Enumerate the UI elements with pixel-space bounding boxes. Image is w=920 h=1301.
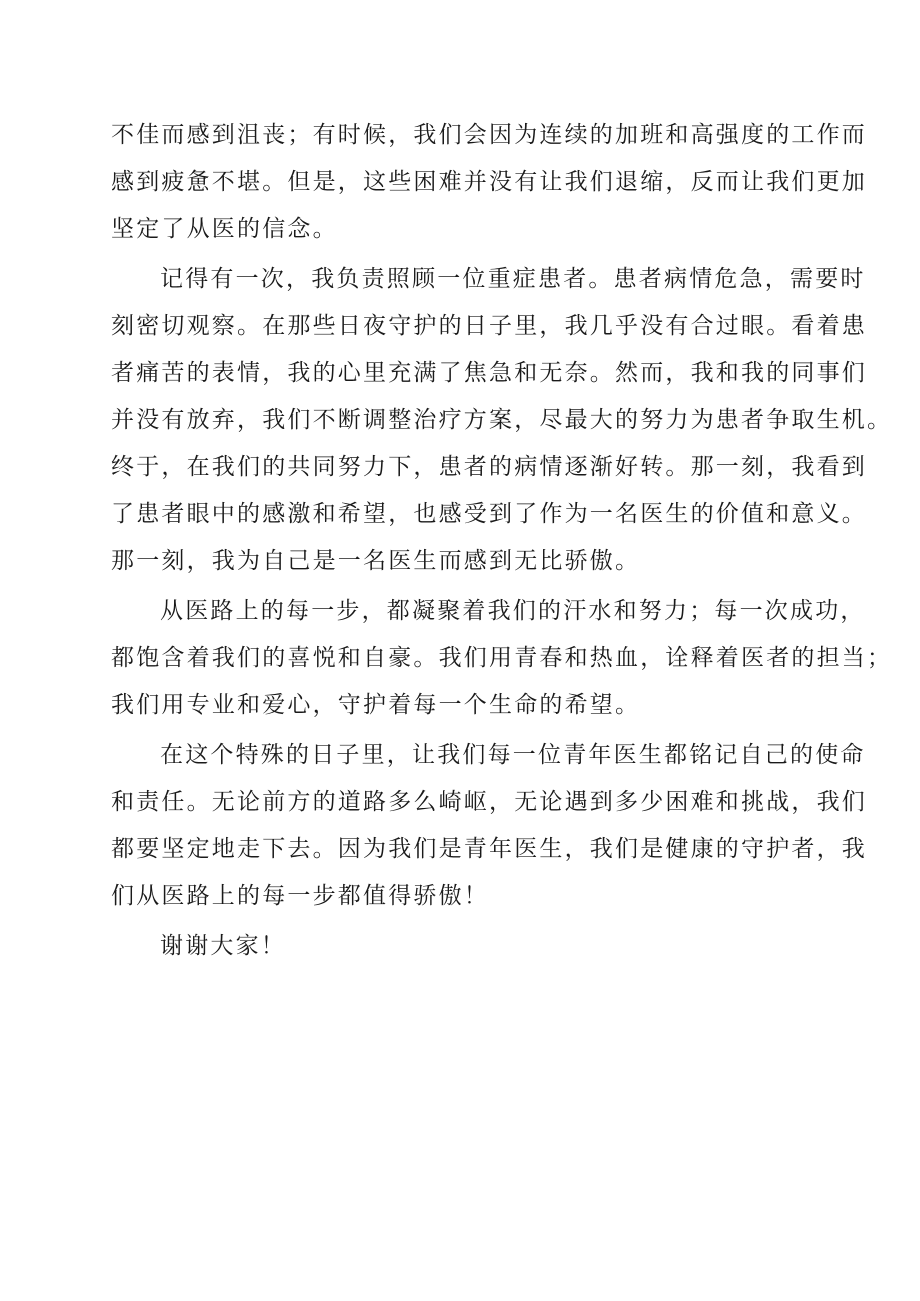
text-line: 我们用专业和爱心，守护着每一个生命的希望。 [111,692,641,718]
text-line: 终于，在我们的共同努力下，患者的病情逐渐好转。那一刻，我看到 [111,454,867,480]
text-line: 不佳而感到沮丧；有时候，我们会因为连续的加班和高强度的工作而 [111,122,867,148]
text-line: 在这个特殊的日子里，让我们每一位青年医生都铭记自己的使命 [160,742,866,768]
closing-line: 谢谢大家！ [160,933,286,959]
text-line: 记得有一次，我负责照顾一位重症患者。患者病情危急，需要时 [160,266,866,292]
text-line: 和责任。无论前方的道路多么崎岖，无论遇到多少困难和挑战，我们 [111,789,867,815]
text-line: 那一刻，我为自己是一名医生而感到无比骄傲。 [111,548,641,574]
text-line: 们从医路上的每一步都值得骄傲！ [111,883,489,909]
text-line: 都要坚定地走下去。因为我们是青年医生，我们是健康的守护者，我 [111,836,867,862]
text-line: 从医路上的每一步，都凝聚着我们的汗水和努力；每一次成功， [160,598,866,624]
text-line: 坚定了从医的信念。 [111,216,338,242]
text-line: 并没有放弃，我们不断调整治疗方案，尽最大的努力为患者争取生机。 [111,407,893,433]
text-line: 刻密切观察。在那些日夜守护的日子里，我几乎没有合过眼。看着患 [111,313,867,339]
text-line: 感到疲惫不堪。但是，这些困难并没有让我们退缩，反而让我们更加 [111,169,867,195]
text-line: 者痛苦的表情，我的心里充满了焦急和无奈。然而，我和我的同事们 [111,360,867,386]
text-line: 都饱含着我们的喜悦和自豪。我们用青春和热血，诠释着医者的担当； [111,645,893,671]
text-line: 了患者眼中的感激和希望，也感受到了作为一名医生的价值和意义。 [111,501,867,527]
